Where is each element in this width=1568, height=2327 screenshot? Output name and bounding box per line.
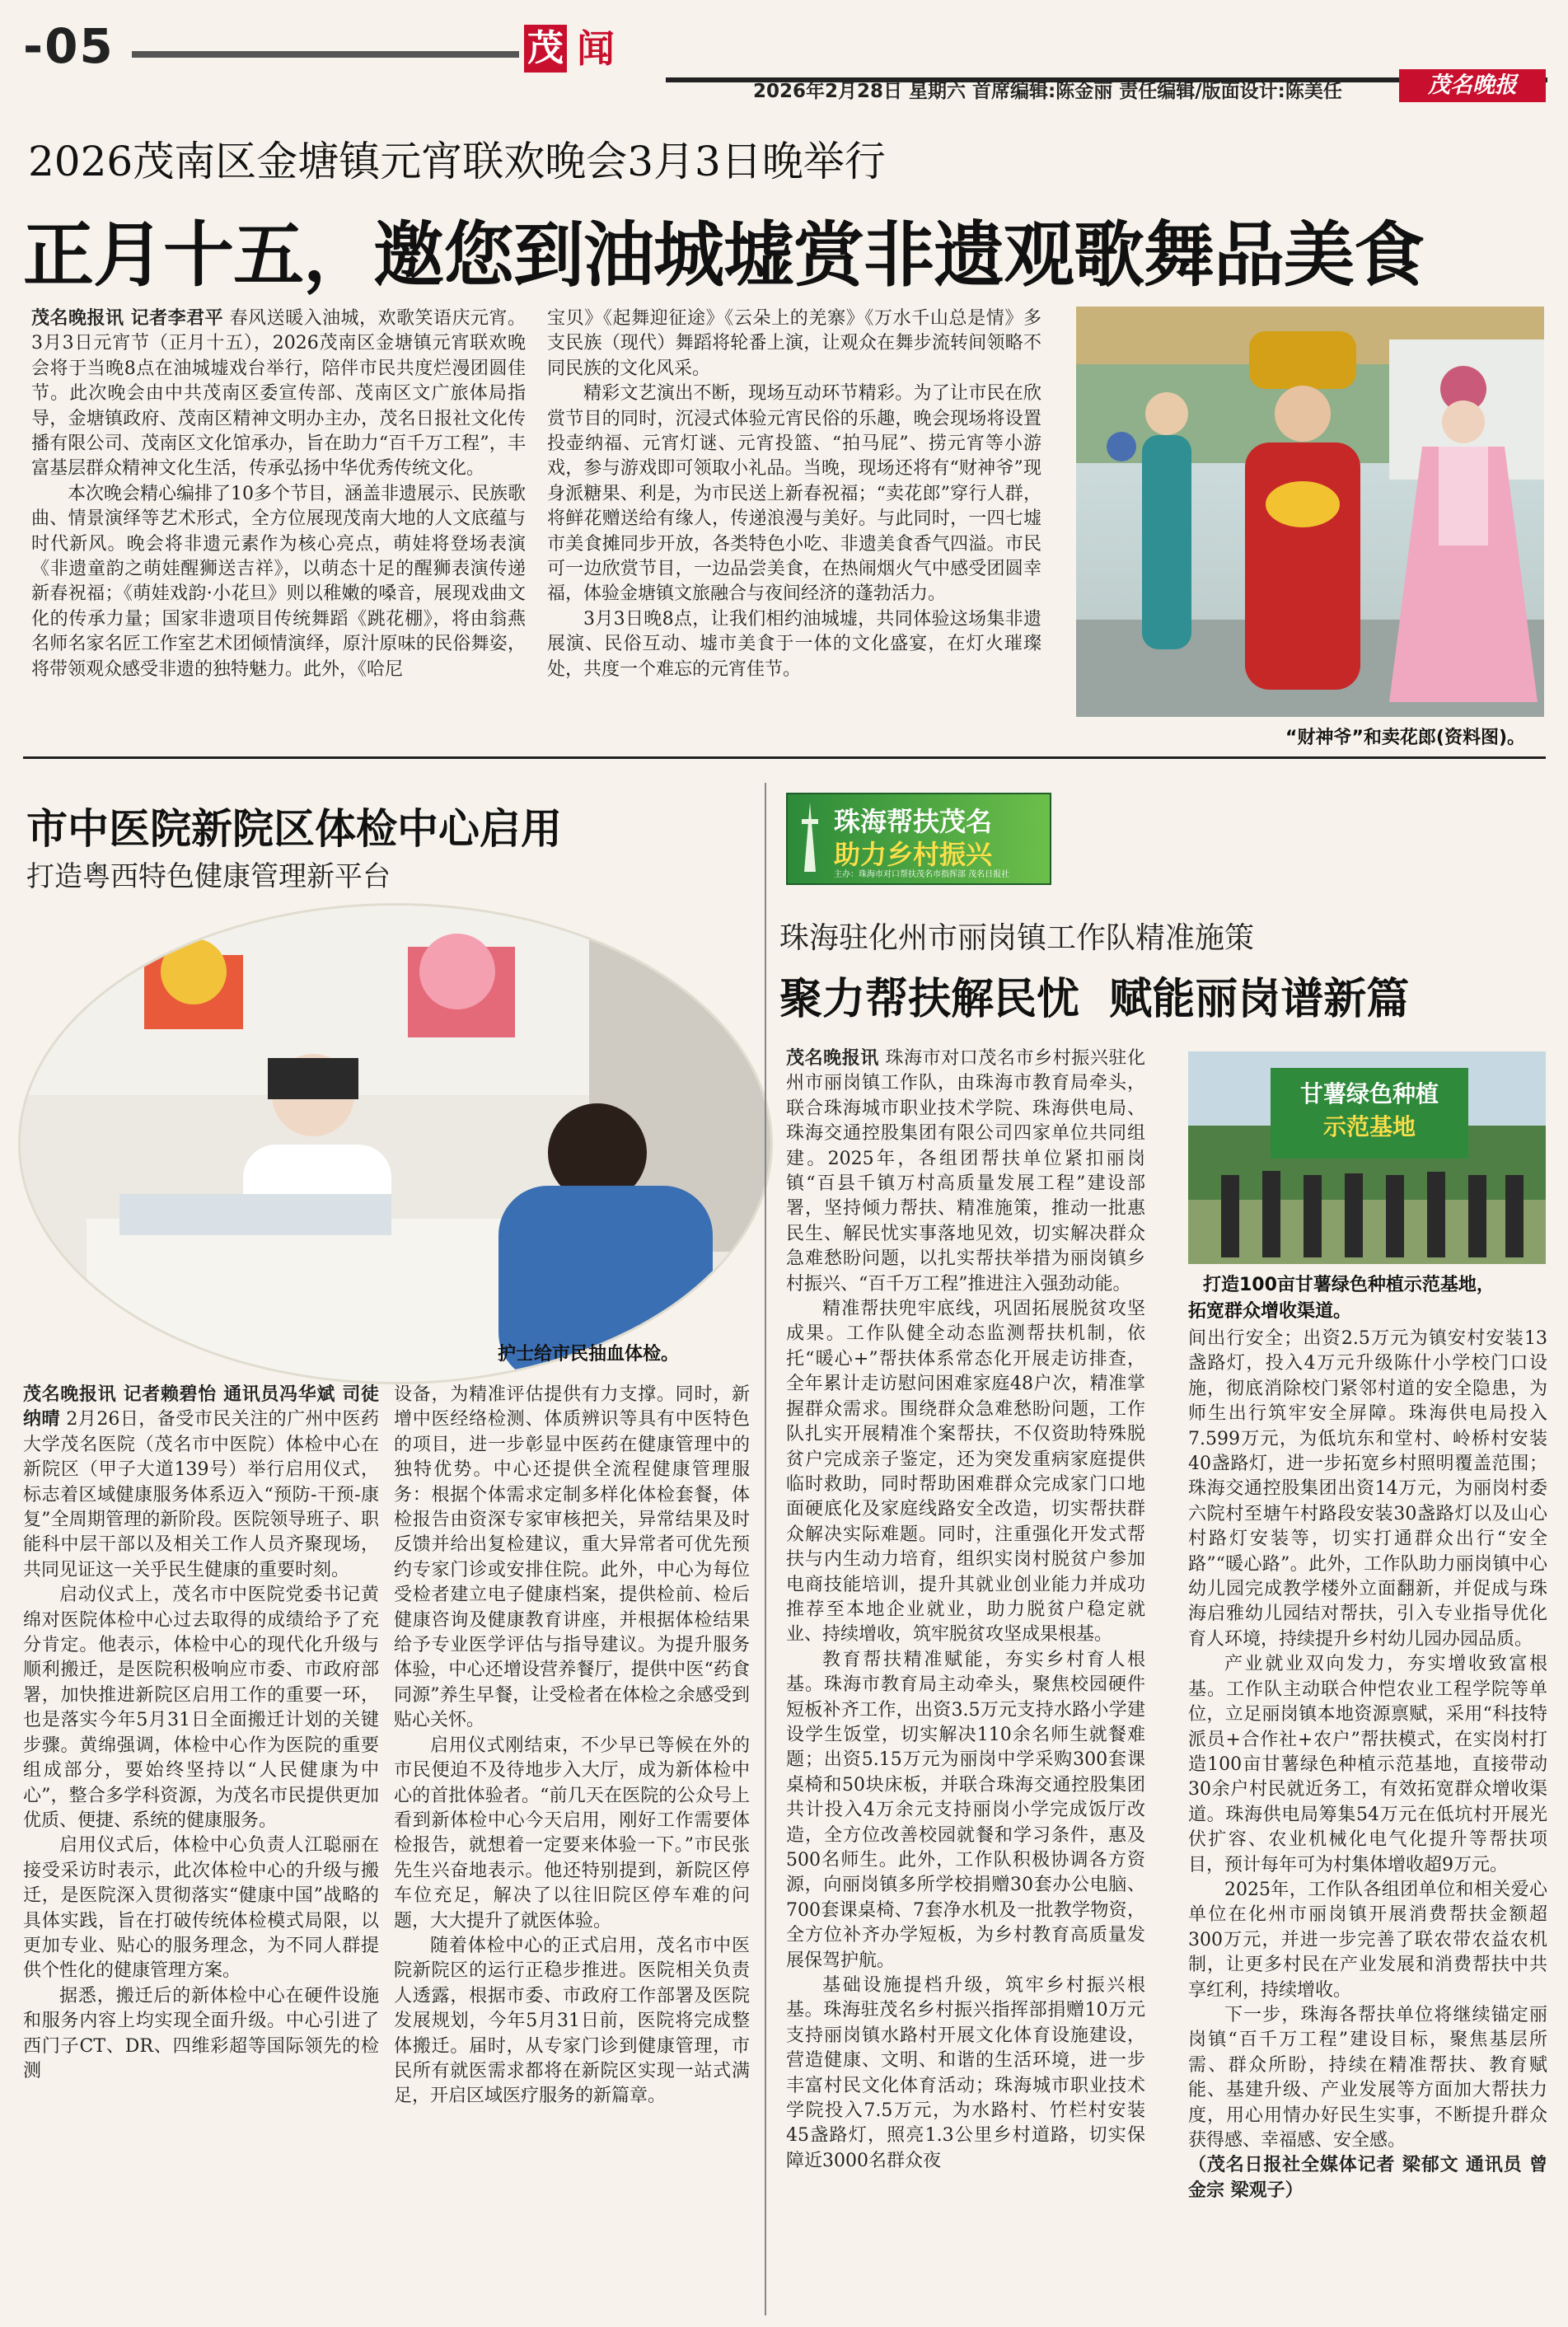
top-story-byline: 茂名晚报讯 记者李君平	[31, 308, 224, 329]
zhuhai-byline: 茂名晚报讯	[786, 1048, 879, 1069]
masthead-rule-left	[132, 51, 519, 58]
festival-photo	[1076, 307, 1544, 717]
farm-photo	[1188, 1051, 1546, 1264]
banner-small: 主办：珠海市对口帮扶茂名市指挥部 茂名日报社	[834, 870, 1010, 879]
blood-test-photo	[18, 903, 773, 1384]
zhuhai-kicker: 珠海驻化州市丽岗镇工作队精准施策	[779, 921, 1255, 955]
zhuhai-headline: 聚力帮扶解民忧 赋能丽岗谱新篇	[779, 975, 1410, 1024]
section-tag-2: 闻	[577, 26, 615, 71]
farm-photo-caption-2: 拓宽群众增收渠道。	[1188, 1301, 1352, 1322]
farm-sign-line1: 甘薯绿色种植	[1299, 1080, 1439, 1107]
farm-sign-line2: 示范基地	[1322, 1113, 1416, 1140]
banner-line1: 珠海帮扶茂名	[834, 806, 993, 837]
banner-line2: 助力乡村振兴	[834, 839, 993, 870]
festival-photo-caption: “财神爷”和卖花郎(资料图)。	[1285, 728, 1526, 748]
hospital-headline: 市中医院新院区体检中心启用	[26, 805, 562, 853]
top-story-headline: 正月十五，邀您到油城墟赏非遗观歌舞品美食	[23, 214, 1424, 297]
farm-photo-caption-1: 打造100亩甘薯绿色种植示范基地，	[1203, 1275, 1495, 1295]
hospital-subhead: 打造粤西特色健康管理新平台	[26, 860, 391, 893]
date-info: 2026年2月28日 星期六 首席编辑:陈金丽 责任编辑/版面设计:陈美任	[753, 81, 1342, 102]
column-divider	[765, 783, 766, 2315]
paper-logo: 茂名晚报	[1399, 69, 1546, 102]
top-story-col1: 茂名晚报讯 记者李君平 春风送暖入油城，欢歌笑语庆元宵。3月3日元宵节（正月十五），2026茂南区金塘镇元宵联欢晚会将于当晚8点在油城墟戏台举行，陪伴市民共度烂漫团圆佳节。此次晚会由中共茂南区委宣传部、茂南区文广旅体局指导，金塘镇政府、茂南区精神文明办主办，茂名日报社文化传播有限公司、茂南区文化馆承办，旨在助力“百千万工程”，丰富基层群众精神文化生活，传承弘扬中华优秀传统文化。 本次晚会精心编排了10多个节目，涵盖非遗展示、民族歌曲、情景演绎等艺术形式，全方位展现茂南大地的人文底蕴与时代新风。晚会将非遗元素作为核心亮点，萌娃将登场表演《非遗童韵之萌娃醒狮送吉祥》，以萌态十足的醒狮表演传递新春祝福；《萌娃戏韵·小花旦》则以稚嫩的嗓音，展现戏曲文化的传承力量；国家非遗项目传统舞蹈《跳花棚》，将由翁燕名师名家名匠工作室艺术团倾情演绎，原汁原味的民俗舞姿，将带领观众感受非遗的独特魅力。此外，《哈尼	[31, 308, 526, 680]
banner-tower-icon	[798, 803, 822, 872]
page-number: -05	[23, 18, 115, 74]
top-story-kicker: 2026茂南区金塘镇元宵联欢晚会3月3日晚举行	[28, 138, 886, 185]
section-divider	[23, 756, 1546, 759]
blood-test-photo-caption: 护士给市民抽血体检。	[498, 1344, 680, 1365]
zhuhai-col2: 间出行安全；出资2.5万元为镇安村安装13盏路灯，投入4万元升级陈什小学校门口设施，彻底消除校门紧邻村道的安全隐患，为师生出行筑牢安全屏障。珠海供电局投入7.599万元，为低坑东和堂村、岭桥村安装40盏路灯，进一步拓宽乡村照明覆盖范围；珠海交通控股集团出资14万元，为丽岗村委六院村至塘午村路段安装30盏路灯以及山心村路灯安装等，切实打通群众出行“安全路”“暖心路”。此外，工作队助力丽岗镇中心幼儿园完成教学楼外立面翻新，并促成与珠海启雅幼儿园结对帮扶，引入专业指导优化育人环境，持续提升乡村幼儿园办园品质。 产业就业双向发力，夯实增收致富根基。工作队主动联合仲恺农业工程学院等单位，立足丽岗镇本地资源禀赋，采用“科技特派员+合作社+农户”帮扶模式，在实岗村打造100亩甘薯绿色种植示范基地，直接带动30余户村民就近务工，有效拓宽群众增收渠道。珠海供电局筹集54万元在低坑村开展光伏扩容、农业机械化电气化提升等帮扶项目，预计每年可为村集体增收超9万元。 2025年，工作队各组团单位和相关爱心单位在化州市丽岗镇开展消费帮扶金额超300万元，并进一步完善了联农带农益农机制，让更多村民在产业发展和消费帮扶中共享红利，持续增收。 下一步，珠海各帮扶单位将继续锚定丽岗镇“百千万工程”建设目标，聚焦基层所需、群众所盼，持续在精准帮扶、教育赋能、基建升级、产业发展等方面加大帮扶力度，用心用情办好民生实事，不断提升群众获得感、幸福感、安全感。 （茂名日报社全媒体记者 梁郁文 通讯员 曾金宗 梁观子）	[1188, 1327, 1547, 2203]
top-story-col2: 宝贝》《起舞迎征途》《云朵上的羌寨》《万水千山总是情》多支民族（现代）舞蹈将轮番上演，让观众在舞步流转间领略不同民族的文化风采。 精彩文艺演出不断，现场互动环节精彩。为了让市民在欣赏节目的同时，沉浸式体验元宵民俗的乐趣，晚会现场将设置投壶纳福、元宵灯谜、元宵投篮、“拍马屁”、捞元宵等小游戏，参与游戏即可领取小礼品。当晚，现场还将有“财神爷”现身派糖果、利是，为市民送上新春祝福；“卖花郎”穿行人群，将鲜花赠送给有缘人，传递浪漫与美好。与此同时，一四七墟市美食摊同步开放，各类特色小吃、非遗美食香气四溢。市民可一边欣赏节目，一边品尝美食，在热闹烟火气中感受团圆幸福，体验金塘镇文旅融合与夜间经济的蓬勃活力。 3月3日晚8点，让我们相约油城墟，共同体验这场集非遗展演、民俗互动、墟市美食于一体的文化盛宴，在灯火璀璨处，共度一个难忘的元宵佳节。	[547, 308, 1041, 680]
hospital-col1: 茂名晚报讯 记者赖碧怡 通讯员冯华斌 司徒纳晴 2月26日，备受市民关注的广州中医药大学茂名医院（茂名市中医院）体检中心在新院区（甲子大道139号）举行启用仪式，标志着区域健康服务体系迈入“预防-干预-康复”全周期管理的新阶段。医院领导班子、职能科中层干部以及相关工作人员齐聚现场，共同见证这一关乎民生健康的重要时刻。 启动仪式上，茂名市中医院党委书记黄绵对医院体检中心过去取得的成绩给予了充分肯定。他表示，体检中心的现代化升级与顺利搬迁，是医院积极响应市委、市政府部署，加快推进新院区启用工作的重要一环，也是落实今年5月31日全面搬迁计划的关键步骤。黄绵强调，体检中心作为医院的重要组成部分，要始终坚持以“人民健康为中心”，整合多学科资源，为茂名市民提供更加优质、便捷、系统的健康服务。 启用仪式后，体检中心负责人江聪丽在接受采访时表示，此次体检中心的升级与搬迁，是医院深入贯彻落实“健康中国”战略的具体实践，旨在打破传统体检模式局限，以更加专业、贴心的服务理念，为不同人群提供个性化的健康管理方案。 据悉，搬迁后的新体检中心在硬件设施和服务内容上均实现全面升级。中心引进了西门子CT、DR、四维彩超等国际领先的检测	[23, 1384, 379, 2081]
section-tag-1: 茂	[524, 25, 567, 73]
zhuhai-col1: 茂名晚报讯 珠海市对口茂名市乡村振兴驻化州市丽岗镇工作队，由珠海市教育局牵头，联合珠海城市职业技术学院、珠海供电局、珠海交通控股集团有限公司四家单位共同组建。2025年，各组团帮扶单位紧扣丽岗镇“百县千镇万村高质量发展工程”建设部署，坚持倾力帮扶、精准施策，推动一批惠民生、解民忧实事落地见效，切实解决群众急难愁盼问题，以扎实帮扶举措为丽岗镇乡村振兴、“百千万工程”推进注入强劲动能。 精准帮扶兜牢底线，巩固拓展脱贫攻坚成果。工作队健全动态监测帮扶机制，依托“暖心+”帮扶体系常态化开展走访排查，全年累计走访慰问困难家庭48户次，精准掌握群众需求。围绕群众急难愁盼问题，工作队扎实开展精准个案帮扶，不仅资助特殊脱贫户完成亲子鉴定，还为突发重病家庭提供临时救助，同时帮助困难群众完成家门口地面硬底化及家庭线路安全改造，切实帮扶群众解决实际难题。同时，注重强化开发式帮扶与内生动力培育，组织实岗村脱贫户参加电商技能培训，提升其就业创业能力并成功推荐至本地企业就业，助力脱贫户稳定就业、持续增收，筑牢脱贫攻坚成果根基。 教育帮扶精准赋能，夯实乡村育人根基。珠海市教育局主动牵头，聚焦校园硬件短板补齐工作，出资3.5万元支持水路小学建设学生饭堂，切实解决110余名师生就餐难题；出资5.15万元为丽岗中学采购300套课桌椅和50块床板，并联合珠海交通控股集团共计投入4万余元支持丽岗小学完成饭厅改造，全方位改善校园就餐和学习条件，惠及500名师生。此外，工作队积极协调各方资源，向丽岗镇多所学校捐赠30套办公电脑、700套课桌椅、7套净水机及一批教学物资，全方位补齐办学短板，为乡村教育高质量发展保驾护航。 基础设施提档升级，筑牢乡村振兴根基。珠海驻茂名乡村振兴指挥部捐赠10万元支持丽岗镇水路村开展文化体育设施建设，营造健康、文明、和谐的生活环境，进一步丰富村民文化体育活动；珠海城市职业技术学院投入7.5万元，为水路村、竹栏村安装45盏路灯，照亮1.3公里乡村道路，切实保障近3000名群众夜	[786, 1048, 1145, 2171]
zhuhai-credit: （茂名日报社全媒体记者 梁郁文 通讯员 曾金宗 梁观子）	[1188, 2155, 1547, 2201]
hospital-byline: 茂名晚报讯 记者赖碧怡 通讯员冯华斌 司徒纳晴	[23, 1384, 379, 1430]
zhuhai-banner	[786, 793, 1051, 885]
hospital-col2: 设备，为精准评估提供有力支撑。同时，新增中医经络检测、体质辨识等具有中医特色的项目，进一步彰显中医药在健康管理中的独特优势。中心还提供全流程健康管理服务：根据个体需求定制多样化体检套餐，体检报告由资深专家审核把关，异常结果及时反馈并给出复检建议，重大异常者可优先预约专家门诊或安排住院。此外，中心为每位受检者建立电子健康档案，提供检前、检后健康咨询及健康教育讲座，并根据体检结果给予专业医学评估与指导建议。为提升服务体验，中心还增设营养餐厅，提供中医“药食同源”养生早餐，让受检者在体检之余感受到贴心关怀。 启用仪式刚结束，不少早已等候在外的市民便迫不及待地步入大厅，成为新体检中心的首批体验者。“前几天在医院的公众号上看到新体检中心今天启用，刚好工作需要体检报告，就想着一定要来体验一下。”市民张先生兴奋地表示。他还特别提到，新院区停车位充足，解决了以往旧院区停车难的问题，大大提升了就医体验。 随着体检中心的正式启用，茂名市中医院新院区的运行正稳步推进。医院相关负责人透露，根据市委、市政府工作部署及医院发展规划，今年5月31日前，医院将完成整体搬迁。届时，从专家门诊到健康管理，市民所有就医需求都将在新院区实现一站式满足，开启区域医疗服务的新篇章。	[394, 1384, 750, 2107]
